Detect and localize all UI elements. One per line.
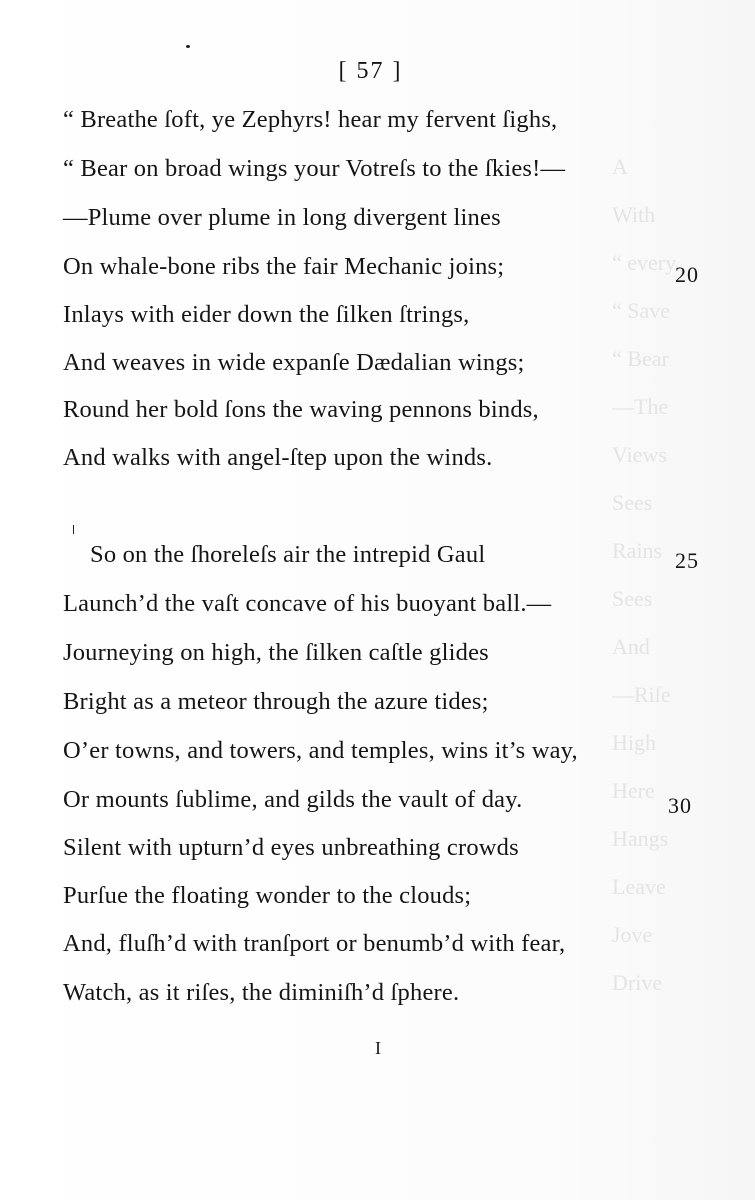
poem-line: Journeying on high, the ſilken caſtle glides bbox=[63, 639, 489, 666]
poem-line: And weaves in wide expanſe Dædalian wings; bbox=[63, 349, 525, 376]
ink-speck bbox=[73, 525, 74, 534]
poem-line: Launch’d the vaſt concave of his buoyant ball.— bbox=[63, 590, 552, 617]
line-number: 30 bbox=[668, 793, 692, 818]
poem-line: “ Bear on broad wings your Votreſs to the ſkies!— bbox=[63, 155, 566, 182]
ink-speck bbox=[186, 45, 190, 48]
poem-line: —Plume over plume in long divergent lines bbox=[63, 204, 501, 231]
poem-line: Watch, as it riſes, the diminiſh’d ſphere. bbox=[63, 979, 460, 1006]
poem-line: And walks with angel-ſtep upon the winds. bbox=[63, 444, 493, 471]
signature-mark: I bbox=[375, 1038, 381, 1058]
poem-line: Round her bold ſons the waving pennons binds, bbox=[63, 396, 539, 423]
line-number: 20 bbox=[675, 262, 699, 287]
poem-line: Bright as a meteor through the azure tides; bbox=[63, 688, 489, 715]
poem-line: Silent with upturn’d eyes unbreathing crowds bbox=[63, 834, 519, 861]
poem-line: And, fluſh’d with tranſport or benumb’d with fear, bbox=[63, 930, 566, 957]
bleed-through-text: A With “ every “ Save “ Bear —The Views Sees Rains Sees And —Riſe High Here Hangs Leave Jove Drive bbox=[612, 154, 677, 995]
line-number: 25 bbox=[675, 548, 699, 573]
poem-line: Or mounts ſublime, and gilds the vault of day. bbox=[63, 786, 523, 813]
page-number-header: [ 57 ] bbox=[338, 58, 403, 84]
poem-line: On whale-bone ribs the fair Mechanic joins; bbox=[63, 253, 505, 280]
poem-line: “ Breathe ſoft, ye Zephyrs! hear my fervent ſighs, bbox=[63, 106, 558, 133]
poem-line: So on the ſhoreleſs air the intrepid Gaul bbox=[90, 541, 486, 568]
poem-line: O’er towns, and towers, and temples, wins it’s way, bbox=[63, 737, 578, 764]
poem-line: Inlays with eider down the ſilken ſtrings, bbox=[63, 301, 470, 328]
poem-line: Purſue the floating wonder to the clouds; bbox=[63, 882, 472, 909]
